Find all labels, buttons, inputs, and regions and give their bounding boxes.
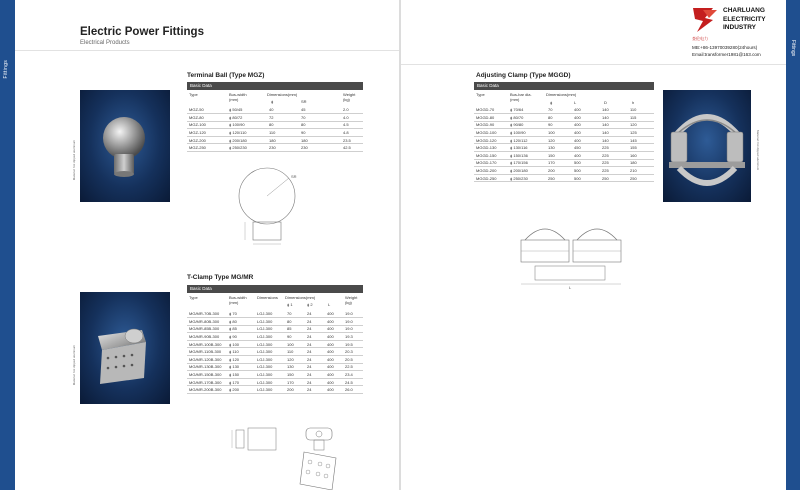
charluang-logo-icon (691, 6, 719, 34)
table-cell: ϕ 90/80 (508, 121, 546, 129)
table-cell: 19.5 (343, 340, 363, 348)
right-header-divider (401, 64, 786, 65)
table-cell: ϕ 70/64 (508, 106, 546, 114)
table-row (187, 144, 363, 152)
t-clamp-table (187, 310, 363, 394)
table-cell: ϕ 200/180 (227, 136, 267, 144)
adjusting-clamp-caption: Material: hot dipped aluminum (756, 130, 760, 171)
table-cell: 500 (572, 174, 600, 182)
header-divider (15, 50, 399, 51)
table-cell: 230 (299, 144, 341, 152)
table-cell: 4.0 (341, 114, 363, 122)
table-cell: 110 (267, 129, 299, 137)
table-cell: ϕ 80/72 (227, 114, 267, 122)
table-cell: ϕ 170/156 (508, 159, 546, 167)
table-cell: 225 (600, 167, 628, 175)
table-cell: ϕ 130/116 (508, 144, 546, 152)
table-cell: ϕ 200 (227, 386, 255, 394)
table-cell: ϕ 250/230 (227, 144, 267, 152)
adjusting-clamp-table (474, 106, 654, 182)
table-cell: 400 (572, 129, 600, 137)
table-cell: 24 (305, 356, 325, 364)
table-cell: 400 (325, 356, 343, 364)
table-cell: 120 (546, 136, 572, 144)
company-logo-text (723, 7, 766, 33)
table-cell: MGZ-100 (187, 121, 227, 129)
table-cell: 250 (628, 174, 654, 182)
side-tab-label: Fittings (3, 60, 9, 79)
table-cell: ϕ 120/110 (227, 129, 267, 137)
table-cell: 90 (299, 129, 341, 137)
table-cell: 230 (267, 144, 299, 152)
table-cell: 180 (267, 136, 299, 144)
table-cell: 19.0 (343, 310, 363, 318)
table-cell: 2.0 (341, 106, 363, 114)
table-cell: ϕ 100/90 (508, 129, 546, 137)
col-type: Type (476, 92, 485, 97)
table-cell: MG/MR-85B-300 (187, 325, 227, 333)
table-cell: 200 (546, 167, 572, 175)
table-cell: 80 (299, 121, 341, 129)
t-clamp-caption: Material: hot dipped aluminum (72, 345, 76, 386)
table-cell: LGJ-300 (255, 378, 285, 386)
table-cell: 400 (325, 386, 343, 394)
table-cell: 24 (305, 371, 325, 379)
table-row (187, 136, 363, 144)
table-cell: 400 (325, 378, 343, 386)
page-title: Electric Power Fittings (80, 26, 204, 38)
col-bus-bar: Bus-bar dia. (510, 92, 532, 97)
table-cell: MG/MR-90B-300 (187, 333, 227, 341)
table-cell: 80 (285, 318, 305, 326)
table-cell: 24 (305, 310, 325, 318)
col-dimensions: Dimensions(mm) (546, 92, 577, 97)
table-cell: 180 (299, 136, 341, 144)
table-cell: ϕ 150/136 (508, 152, 546, 160)
col-dimensions: Dimensions(mm) (267, 92, 298, 97)
table-cell: LGJ-300 (255, 363, 285, 371)
adjusting-clamp-photo (663, 90, 751, 202)
table-cell: 140 (600, 106, 628, 114)
col-weight-unit: (kg) (343, 97, 350, 102)
terminal-ball-caption: Material: hot dipped aluminum (72, 140, 76, 181)
table-row (187, 363, 363, 371)
col-weight: Weight (343, 92, 356, 97)
table-row (474, 152, 654, 160)
table-cell: 120 (628, 121, 654, 129)
table-cell: LGJ-300 (255, 325, 285, 333)
adjusting-clamp-title: Adjusting Clamp (Type MGGD) (476, 72, 571, 79)
table-cell: 500 (572, 167, 600, 175)
table-cell: 170 (285, 378, 305, 386)
table-cell: 24 (305, 318, 325, 326)
col-dimensions: Dimensions (257, 295, 278, 300)
table-cell: MGZ-200 (187, 136, 227, 144)
table-cell: 400 (572, 121, 600, 129)
table-cell: 24.5 (343, 378, 363, 386)
table-cell: 4.5 (341, 121, 363, 129)
table-row (187, 310, 363, 318)
table-cell: 400 (572, 152, 600, 160)
table-cell: ϕ 100 (227, 340, 255, 348)
table-row (187, 386, 363, 394)
table-cell: LGJ-300 (255, 318, 285, 326)
table-row (187, 378, 363, 386)
terminal-ball-table (187, 106, 363, 152)
table-cell: MGGD-200 (474, 167, 508, 175)
table-cell: 400 (572, 106, 600, 114)
table-row (187, 340, 363, 348)
table-cell: 70 (546, 106, 572, 114)
table-row (474, 129, 654, 137)
drawing-sr-label: SR (291, 174, 297, 179)
table-cell: 130 (546, 144, 572, 152)
table-cell: MGGD-170 (474, 159, 508, 167)
table-cell: 100 (546, 129, 572, 137)
table-cell: 90 (285, 333, 305, 341)
side-tab-right (786, 0, 800, 490)
table-cell: MGGD-90 (474, 121, 508, 129)
table-cell: MGGD-70 (474, 106, 508, 114)
table-row (474, 144, 654, 152)
table-cell: 500 (572, 159, 600, 167)
table-cell: 24 (305, 378, 325, 386)
page-subtitle: Electrical Products (80, 40, 130, 46)
table-cell: MGGD-130 (474, 144, 508, 152)
table-cell: LGJ-300 (255, 348, 285, 356)
table-cell: MG/MR-70B-300 (187, 310, 227, 318)
table-cell: 80 (267, 121, 299, 129)
table-cell: MG/MR-80B-300 (187, 318, 227, 326)
adjusting-clamp-basic-data-bar: Basic Data (474, 82, 654, 90)
table-cell: 24 (305, 333, 325, 341)
table-cell: 400 (325, 348, 343, 356)
table-cell: MGGD-80 (474, 114, 508, 122)
table-cell: 19.3 (343, 333, 363, 341)
col-h: h (632, 100, 635, 105)
contact-email[interactable]: Email:transformer1981@163.com (692, 51, 761, 57)
col-phi2: ϕ 2 (307, 302, 313, 307)
table-cell: 72 (267, 114, 299, 122)
table-cell: MG/MR-200B-300 (187, 386, 227, 394)
t-clamp-basic-data-bar: Basic Data (187, 285, 363, 293)
table-cell: 23.4 (343, 371, 363, 379)
table-cell: MG/MR-130B-300 (187, 363, 227, 371)
table-cell: 400 (325, 340, 343, 348)
logo-line3: INDUSTRY (723, 24, 756, 31)
left-page (0, 0, 399, 490)
col-bus-width: Bus-width (229, 295, 247, 300)
table-cell: LGJ-300 (255, 386, 285, 394)
logo-line1: CHARLUANG (723, 7, 765, 14)
contact-info (692, 45, 761, 58)
table-cell: 20.3 (343, 348, 363, 356)
table-cell: 400 (572, 136, 600, 144)
table-cell: 24 (305, 340, 325, 348)
col-l: L (574, 100, 577, 105)
logo-line2: ELECTRICITY (723, 15, 766, 23)
table-cell: ϕ 70 (227, 310, 255, 318)
table-cell: ϕ 170 (227, 378, 255, 386)
table-cell: 115 (628, 114, 654, 122)
table-row (187, 121, 363, 129)
col-d: D (604, 100, 607, 105)
table-cell: MGZ-80 (187, 114, 227, 122)
table-row (187, 356, 363, 364)
col-bus-width-unit: (mm) (229, 300, 239, 305)
table-cell: 24 (305, 348, 325, 356)
table-cell: LGJ-300 (255, 340, 285, 348)
table-cell: MG/MR-150B-300 (187, 371, 227, 379)
table-cell: MGGD-100 (474, 129, 508, 137)
terminal-ball-image (80, 90, 170, 202)
table-cell: 90 (546, 121, 572, 129)
t-clamp-title: T-Clamp Type MG/MR (187, 274, 254, 281)
table-cell: 450 (572, 144, 600, 152)
col-bus-bar-unit: (mm) (510, 97, 520, 102)
table-cell: 19.0 (343, 318, 363, 326)
table-row (187, 333, 363, 341)
table-row (474, 167, 654, 175)
table-cell: ϕ 85 (227, 325, 255, 333)
table-cell: ϕ 80/70 (508, 114, 546, 122)
table-cell: 130 (285, 363, 305, 371)
table-cell: 140 (600, 121, 628, 129)
table-cell: 24 (305, 325, 325, 333)
col-phi: ϕ (271, 99, 274, 104)
table-cell: 225 (600, 159, 628, 167)
table-cell: MGZ-250 (187, 144, 227, 152)
terminal-ball-drawing (225, 164, 315, 252)
table-cell: ϕ 50/45 (227, 106, 267, 114)
table-cell: ϕ 90 (227, 333, 255, 341)
table-cell: LGJ-300 (255, 333, 285, 341)
table-row (187, 348, 363, 356)
table-cell: ϕ 100/90 (227, 121, 267, 129)
table-row (474, 114, 654, 122)
table-cell: ϕ 120/112 (508, 136, 546, 144)
table-row (474, 159, 654, 167)
side-tab-right-label: Fittings (790, 40, 796, 57)
table-cell: 155 (628, 144, 654, 152)
table-cell: ϕ 200/180 (508, 167, 546, 175)
table-cell: 100 (285, 340, 305, 348)
drawing-l-label: L (569, 285, 572, 290)
table-cell: MGZ-50 (187, 106, 227, 114)
table-cell: 200 (285, 386, 305, 394)
table-cell: MGZ-120 (187, 129, 227, 137)
table-cell: 23.5 (341, 136, 363, 144)
table-cell: 225 (600, 152, 628, 160)
col-bus-width-unit: (mm) (229, 97, 239, 102)
table-cell: 24 (305, 386, 325, 394)
table-cell: ϕ 120 (227, 356, 255, 364)
table-cell: MG/MR-170B-300 (187, 378, 227, 386)
table-row (187, 325, 363, 333)
table-cell: MG/MR-110B-300 (187, 348, 227, 356)
table-cell: 26.0 (343, 386, 363, 394)
t-clamp-drawing (228, 418, 378, 490)
terminal-ball-photo (80, 90, 170, 202)
table-cell: ϕ 150 (227, 371, 255, 379)
right-page (401, 0, 800, 490)
table-cell: LGJ-300 (255, 356, 285, 364)
table-row (474, 106, 654, 114)
table-cell: 110 (285, 348, 305, 356)
table-cell: 80 (546, 114, 572, 122)
table-cell: 70 (299, 114, 341, 122)
table-cell: 400 (325, 363, 343, 371)
table-cell: LGJ-300 (255, 371, 285, 379)
col-bus-width: Bus-width (229, 92, 247, 97)
table-row (474, 136, 654, 144)
table-cell: 160 (628, 152, 654, 160)
table-cell: 225 (600, 144, 628, 152)
table-cell: 140 (600, 129, 628, 137)
table-cell: ϕ 250/230 (508, 174, 546, 182)
contact-mb: MB:+86-13970039280(24hours) (692, 45, 758, 50)
table-cell: 110 (628, 106, 654, 114)
table-cell: 140 (600, 114, 628, 122)
table-cell: MGGD-250 (474, 174, 508, 182)
side-tab (0, 0, 15, 490)
col-weight: Weight (345, 295, 358, 300)
col-sr: SR (301, 99, 307, 104)
table-cell: ϕ 110 (227, 348, 255, 356)
terminal-ball-title: Terminal Ball (Type MGZ) (187, 72, 265, 79)
table-cell: 400 (325, 371, 343, 379)
table-cell: 4.8 (341, 129, 363, 137)
table-cell: LGJ-300 (255, 310, 285, 318)
table-cell: 400 (572, 114, 600, 122)
table-cell: MG/MR-100B-300 (187, 340, 227, 348)
col-weight-unit: (kg) (345, 300, 352, 305)
adjusting-clamp-drawing (511, 210, 631, 290)
table-cell: 140 (600, 136, 628, 144)
table-cell: 22.5 (343, 363, 363, 371)
t-clamp-image (80, 292, 170, 404)
table-cell: 42.5 (341, 144, 363, 152)
t-clamp-photo (80, 292, 170, 404)
table-row (187, 114, 363, 122)
table-cell: 24 (305, 363, 325, 371)
col-l: L (328, 302, 331, 307)
col-dims-mm: Dimensions(mm) (285, 295, 316, 300)
table-cell: 125 (628, 129, 654, 137)
table-row (187, 106, 363, 114)
table-cell: 85 (285, 325, 305, 333)
table-cell: ϕ 130 (227, 363, 255, 371)
table-row (187, 371, 363, 379)
table-row (187, 129, 363, 137)
table-row (187, 318, 363, 326)
table-cell: 250 (600, 174, 628, 182)
table-row (474, 174, 654, 182)
table-cell: 180 (628, 159, 654, 167)
table-cell: 150 (285, 371, 305, 379)
table-cell: 400 (325, 318, 343, 326)
table-cell: 45 (299, 106, 341, 114)
col-phi: ϕ (550, 100, 553, 105)
table-cell: 70 (285, 310, 305, 318)
table-cell: 400 (325, 333, 343, 341)
table-cell: ϕ 80 (227, 318, 255, 326)
table-cell: MGGD-120 (474, 136, 508, 144)
table-cell: 120 (285, 356, 305, 364)
table-cell: MGGD-150 (474, 152, 508, 160)
table-cell: 19.0 (343, 325, 363, 333)
table-row (474, 121, 654, 129)
table-cell: MG/MR-120B-300 (187, 356, 227, 364)
adjusting-clamp-image (663, 90, 751, 202)
col-phi1: ϕ 1 (287, 302, 293, 307)
table-cell: 150 (546, 152, 572, 160)
logo-cn-text: 查伦电力 (692, 36, 708, 41)
table-cell: 145 (628, 136, 654, 144)
table-cell: 400 (325, 325, 343, 333)
table-cell: 250 (546, 174, 572, 182)
table-cell: 40 (267, 106, 299, 114)
terminal-ball-basic-data-bar: Basic Data (187, 82, 363, 90)
col-type: Type (189, 295, 198, 300)
table-cell: 170 (546, 159, 572, 167)
table-cell: 400 (325, 310, 343, 318)
table-cell: 210 (628, 167, 654, 175)
table-cell: 20.5 (343, 356, 363, 364)
col-type: Type (189, 92, 198, 97)
